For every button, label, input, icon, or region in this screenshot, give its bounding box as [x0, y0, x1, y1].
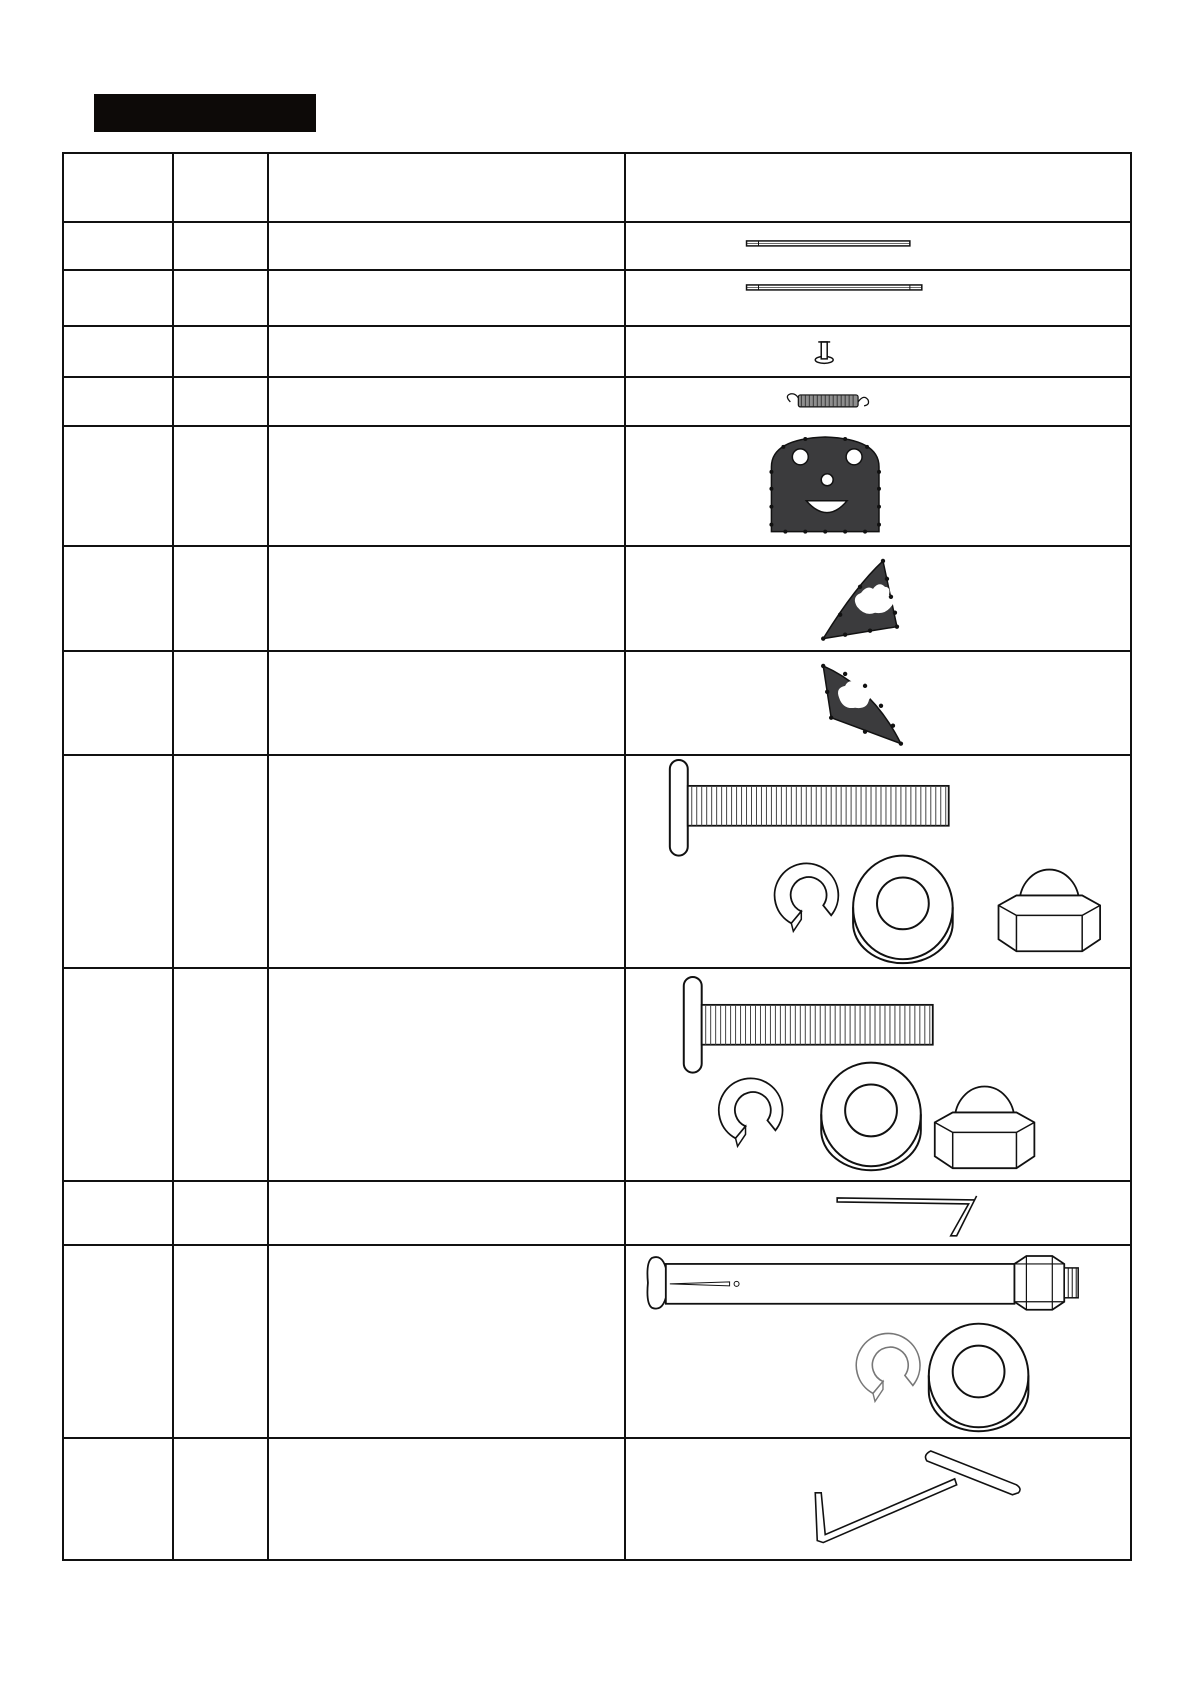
column-header-illustration — [625, 153, 1131, 222]
column-header-qty — [173, 153, 268, 222]
row-key — [63, 1245, 173, 1438]
row-key — [63, 651, 173, 755]
column-header-key — [63, 153, 173, 222]
hook-rod-icon — [626, 1182, 1130, 1244]
row-qty — [173, 377, 268, 426]
row-qty — [173, 222, 268, 270]
table-row — [63, 755, 1131, 968]
row-qty — [173, 270, 268, 326]
t-wrench-icon — [626, 1439, 1130, 1559]
parts-list-table — [62, 152, 1132, 1561]
long-rod-icon — [626, 271, 1130, 325]
row-description — [268, 270, 625, 326]
row-description — [268, 377, 625, 426]
row-illustration — [625, 270, 1131, 326]
row-qty — [173, 546, 268, 652]
row-description — [268, 1245, 625, 1438]
hand-panel-left-icon — [626, 652, 1130, 754]
row-key — [63, 377, 173, 426]
row-illustration — [625, 426, 1131, 546]
row-illustration — [625, 651, 1131, 755]
row-description — [268, 651, 625, 755]
t-pin-icon — [626, 327, 1130, 377]
table-row — [63, 426, 1131, 546]
table-row — [63, 222, 1131, 270]
face-panel-icon — [626, 427, 1130, 545]
row-description — [268, 546, 625, 652]
row-key — [63, 968, 173, 1181]
row-illustration — [625, 968, 1131, 1181]
row-description — [268, 222, 625, 270]
row-key — [63, 755, 173, 968]
bolt-washer-nut-set-icon — [626, 969, 1130, 1180]
long-rod-icon — [626, 223, 1130, 269]
hand-panel-right-icon — [626, 547, 1130, 651]
table-row — [63, 270, 1131, 326]
row-description — [268, 1438, 625, 1560]
row-description — [268, 968, 625, 1181]
row-description — [268, 426, 625, 546]
row-qty — [173, 326, 268, 378]
row-illustration — [625, 377, 1131, 426]
bolt-washer-nut-set-icon — [626, 756, 1130, 967]
row-key — [63, 426, 173, 546]
row-description — [268, 1181, 625, 1245]
row-key — [63, 546, 173, 652]
row-illustration — [625, 326, 1131, 378]
row-qty — [173, 426, 268, 546]
long-bolt-washer-set-icon — [626, 1246, 1130, 1437]
row-key — [63, 1181, 173, 1245]
table-header-row — [63, 153, 1131, 222]
row-qty — [173, 1181, 268, 1245]
table-row — [63, 377, 1131, 426]
row-qty — [173, 968, 268, 1181]
table-row — [63, 326, 1131, 378]
row-key — [63, 1438, 173, 1560]
row-description — [268, 326, 625, 378]
row-qty — [173, 755, 268, 968]
row-illustration — [625, 1181, 1131, 1245]
row-illustration — [625, 755, 1131, 968]
row-illustration — [625, 546, 1131, 652]
row-illustration — [625, 1245, 1131, 1438]
section-header-bar — [94, 94, 316, 132]
column-header-description — [268, 153, 625, 222]
table-row — [63, 651, 1131, 755]
table-row — [63, 546, 1131, 652]
row-qty — [173, 651, 268, 755]
table-row — [63, 1438, 1131, 1560]
table-row — [63, 1181, 1131, 1245]
row-qty — [173, 1245, 268, 1438]
row-key — [63, 326, 173, 378]
spring-icon — [626, 378, 1130, 425]
table-row — [63, 968, 1131, 1181]
row-description — [268, 755, 625, 968]
row-key — [63, 270, 173, 326]
row-key — [63, 222, 173, 270]
row-illustration — [625, 222, 1131, 270]
row-qty — [173, 1438, 268, 1560]
table-row — [63, 1245, 1131, 1438]
row-illustration — [625, 1438, 1131, 1560]
